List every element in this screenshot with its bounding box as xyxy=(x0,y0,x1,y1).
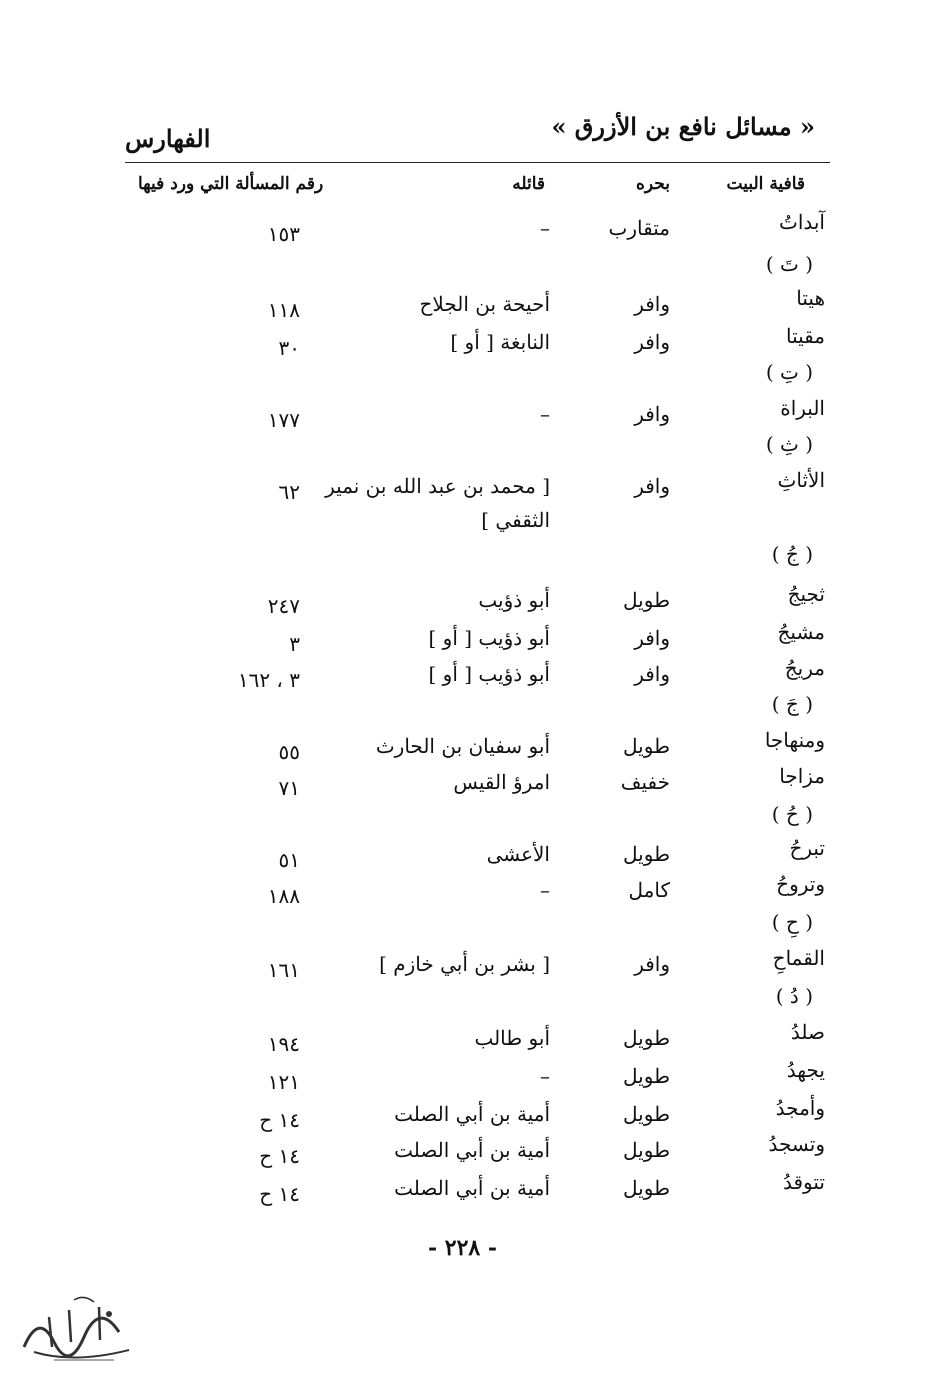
meter-cell: وافر xyxy=(634,330,670,354)
meter-cell: وافر xyxy=(634,292,670,316)
question-number-cell: ١٩٤ xyxy=(267,1032,300,1056)
question-number-cell: ٣ xyxy=(289,632,300,656)
rhyme-cell: الأثاثِ xyxy=(777,468,825,492)
page-number: - ٢٢٨ - xyxy=(427,1235,498,1261)
rhyme-letter-heading: ( حُ ) xyxy=(771,802,813,826)
rhyme-cell: مشيجُ xyxy=(777,620,825,644)
meter-cell: وافر xyxy=(634,474,670,498)
rhyme-cell: مزاجا xyxy=(779,764,825,788)
poet-cell: – xyxy=(540,1064,550,1088)
poet-cell: الأعشى xyxy=(486,842,550,866)
meter-cell: كامل xyxy=(628,878,670,902)
meter-cell: طويل xyxy=(623,1102,670,1126)
column-header-poet: قائله xyxy=(512,174,545,194)
column-header-rhyme: قافية البيت xyxy=(726,174,805,194)
poet-cell: أبو سفيان بن الحارث xyxy=(375,734,550,758)
question-number-cell: ٣ ، ١٦٢ xyxy=(237,668,300,692)
question-number-cell: ٥٥ xyxy=(278,740,300,764)
column-header-meter: بحره xyxy=(636,174,670,194)
question-number-cell: ٢٤٧ xyxy=(267,594,300,618)
poet-cell: أبو ذؤيب [ أو ] xyxy=(428,626,550,650)
rhyme-cell: مقيتا xyxy=(786,324,825,348)
meter-cell: طويل xyxy=(623,1138,670,1162)
poet-cell: – xyxy=(540,216,550,240)
question-number-cell: ١٤ ح xyxy=(259,1182,300,1206)
rhyme-cell: البراة xyxy=(780,396,825,420)
rhyme-cell: وأمجدُ xyxy=(775,1096,825,1120)
rhyme-cell: وتروحُ xyxy=(776,872,825,896)
question-number-cell: ١٨٨ xyxy=(267,884,300,908)
rhyme-cell: وتسجدُ xyxy=(768,1132,825,1156)
question-number-cell: ١١٨ xyxy=(267,298,300,322)
poet-cell: [ بشر بن أبي خازم ] xyxy=(379,952,550,976)
poet-cell: أمية بن أبي الصلت xyxy=(394,1138,550,1162)
poet-cell: النابغة [ أو ] xyxy=(450,330,550,354)
poet-cell: أمية بن أبي الصلت xyxy=(394,1176,550,1200)
meter-cell: وافر xyxy=(634,662,670,686)
meter-cell: متقارب xyxy=(608,216,670,240)
meter-cell: وافر xyxy=(634,952,670,976)
header-rule xyxy=(125,162,830,163)
question-number-cell: ١٦١ xyxy=(267,958,300,982)
rhyme-letter-heading: ( ثِ ) xyxy=(765,432,813,456)
poet-cell: أبو ذؤيب xyxy=(478,588,550,612)
meter-cell: طويل xyxy=(623,1176,670,1200)
rhyme-cell: تبرحُ xyxy=(789,836,825,860)
poet-cell: – xyxy=(540,878,550,902)
poet-cell: أمية بن أبي الصلت xyxy=(394,1102,550,1126)
poet-cell: أحيحة بن الجلاح xyxy=(419,292,550,316)
question-number-cell: ١٤ ح xyxy=(259,1144,300,1168)
poet-cell-continued: الثقفي ] xyxy=(481,508,550,532)
question-number-cell: ١٤ ح xyxy=(259,1108,300,1132)
meter-cell: طويل xyxy=(623,1064,670,1088)
question-number-cell: ١٢١ xyxy=(267,1070,300,1094)
meter-cell: طويل xyxy=(623,734,670,758)
section-title: الفهارس xyxy=(125,124,211,153)
meter-cell: وافر xyxy=(634,402,670,426)
rhyme-letter-heading: ( تِ ) xyxy=(765,360,813,384)
poet-cell: أبو ذؤيب [ أو ] xyxy=(428,662,550,686)
rhyme-cell: آبداتُ xyxy=(778,210,825,234)
rhyme-letter-heading: ( حِ ) xyxy=(771,910,813,934)
poet-cell: أبو طالب xyxy=(474,1026,550,1050)
rhyme-letter-heading: ( دُ ) xyxy=(775,984,813,1008)
question-number-cell: ١٧٧ xyxy=(267,408,300,432)
meter-cell: خفيف xyxy=(620,770,670,794)
book-title: « مسائل نافع بن الأزرق » xyxy=(551,112,815,141)
rhyme-letter-heading: ( جُ ) xyxy=(771,542,813,566)
rhyme-cell: هيتا xyxy=(796,286,825,310)
rhyme-cell: ثجيجُ xyxy=(787,582,825,606)
rhyme-cell: يجهدُ xyxy=(786,1058,825,1082)
meter-cell: طويل xyxy=(623,588,670,612)
rhyme-cell: ومنهاجا xyxy=(764,728,825,752)
poet-cell: امرؤ القيس xyxy=(453,770,550,794)
meter-cell: طويل xyxy=(623,842,670,866)
question-number-cell: ٣٠ xyxy=(278,336,300,360)
question-number-cell: ٥١ xyxy=(278,848,300,872)
rhyme-cell: صلدُ xyxy=(790,1020,825,1044)
question-number-cell: ١٥٣ xyxy=(267,222,300,246)
library-stamp-logo xyxy=(14,1292,139,1370)
meter-cell: طويل xyxy=(623,1026,670,1050)
question-number-cell: ٧١ xyxy=(278,776,300,800)
rhyme-cell: تتوقدُ xyxy=(783,1170,825,1194)
poet-cell: – xyxy=(540,402,550,426)
poet-cell: [ محمد بن عبد الله بن نمير xyxy=(325,474,550,498)
meter-cell: وافر xyxy=(634,626,670,650)
rhyme-letter-heading: ( تَ ) xyxy=(765,252,813,276)
column-header-question-no: رقم المسألة التي ورد فيها xyxy=(138,174,324,194)
rhyme-letter-heading: ( جَ ) xyxy=(771,692,813,716)
question-number-cell: ٦٢ xyxy=(278,480,300,504)
rhyme-cell: القماحِ xyxy=(772,946,825,970)
rhyme-cell: مريجُ xyxy=(784,656,825,680)
